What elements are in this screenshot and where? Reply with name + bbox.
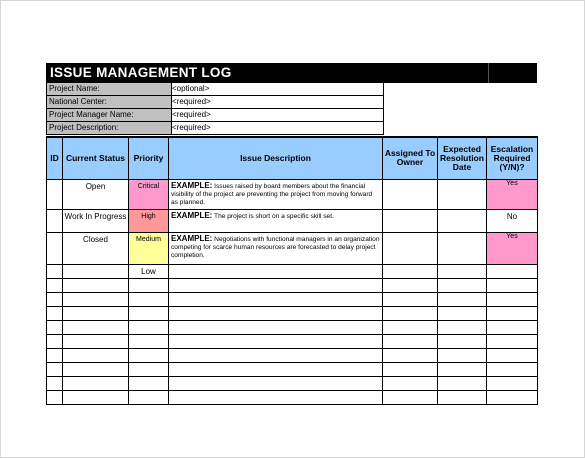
description-cell[interactable]	[169, 179, 383, 209]
id-cell[interactable]	[47, 232, 63, 264]
expected-date-cell[interactable]	[438, 306, 487, 320]
expected-date-cell[interactable]	[438, 264, 487, 278]
escalation-cell[interactable]	[487, 390, 538, 404]
id-cell[interactable]	[47, 362, 63, 376]
status-cell[interactable]	[63, 292, 129, 306]
status-cell[interactable]	[63, 278, 129, 292]
priority-cell[interactable]: Medium	[129, 232, 169, 264]
assigned-cell[interactable]	[383, 320, 438, 334]
table-row	[47, 390, 538, 404]
table-row	[47, 320, 538, 334]
title-bar	[46, 63, 537, 83]
example-label: EXAMPLE:	[171, 180, 213, 190]
status-cell[interactable]	[63, 376, 129, 390]
col-header-priority: Priority	[129, 137, 169, 179]
expected-date-cell[interactable]	[438, 209, 487, 232]
id-cell[interactable]	[47, 292, 63, 306]
assigned-cell[interactable]	[383, 376, 438, 390]
project-description-field[interactable]: <required>	[170, 122, 384, 135]
id-cell[interactable]	[47, 179, 63, 209]
assigned-cell[interactable]	[383, 264, 438, 278]
description-cell[interactable]	[169, 376, 383, 390]
national-center-field[interactable]: <required>	[170, 96, 384, 109]
priority-cell[interactable]	[129, 278, 169, 292]
description-cell[interactable]	[169, 334, 383, 348]
meta-label: Project Name:	[46, 83, 172, 96]
description-cell[interactable]	[169, 320, 383, 334]
assigned-cell[interactable]	[383, 292, 438, 306]
project-name-field[interactable]: <optional>	[170, 83, 384, 96]
id-cell[interactable]	[47, 209, 63, 232]
escalation-cell[interactable]	[487, 278, 538, 292]
expected-date-cell[interactable]	[438, 390, 487, 404]
escalation-cell[interactable]	[487, 376, 538, 390]
description-text: Negotiations with functional managers in an organization competing for scarce human resources are forecasted to delay project completion.	[171, 235, 380, 259]
example-label: EXAMPLE:	[171, 233, 213, 243]
col-header-expected: Expected Resolution Date	[438, 137, 487, 179]
table-row	[47, 179, 538, 209]
priority-cell[interactable]	[129, 348, 169, 362]
priority-cell[interactable]	[129, 390, 169, 404]
issue-table	[46, 136, 538, 405]
table-row	[47, 348, 538, 362]
status-cell[interactable]	[63, 334, 129, 348]
table-row	[47, 209, 538, 232]
description-cell[interactable]	[169, 209, 383, 232]
id-cell[interactable]	[47, 320, 63, 334]
escalation-cell[interactable]	[487, 334, 538, 348]
escalation-cell[interactable]	[487, 306, 538, 320]
status-cell[interactable]: Open	[63, 179, 129, 209]
priority-cell[interactable]	[129, 376, 169, 390]
description-cell[interactable]	[169, 306, 383, 320]
escalation-cell[interactable]: No	[487, 209, 538, 232]
priority-cell[interactable]	[129, 292, 169, 306]
assigned-cell[interactable]	[383, 306, 438, 320]
escalation-cell[interactable]: Yes	[487, 179, 538, 209]
table-row	[47, 334, 538, 348]
id-cell[interactable]	[47, 390, 63, 404]
table-row	[47, 278, 538, 292]
expected-date-cell[interactable]	[438, 320, 487, 334]
table-row	[47, 232, 538, 264]
description-cell[interactable]	[169, 264, 383, 278]
meta-label: Project Manager Name:	[46, 109, 172, 122]
expected-date-cell[interactable]	[438, 179, 487, 209]
col-header-id: ID	[47, 137, 63, 179]
expected-date-cell[interactable]	[438, 362, 487, 376]
assigned-cell[interactable]	[383, 334, 438, 348]
status-cell[interactable]: Work In Progress	[63, 209, 129, 232]
table-row	[47, 292, 538, 306]
table-row	[47, 264, 538, 278]
col-header-assigned: Assigned To Owner	[383, 137, 438, 179]
expected-date-cell[interactable]	[438, 376, 487, 390]
expected-date-cell[interactable]	[438, 348, 487, 362]
escalation-cell[interactable]	[487, 348, 538, 362]
status-cell[interactable]	[63, 306, 129, 320]
table-row	[47, 362, 538, 376]
status-cell[interactable]	[63, 390, 129, 404]
description-text: The project is short on a specific skill set.	[212, 212, 334, 220]
table-header-row	[47, 137, 538, 179]
id-cell[interactable]	[47, 306, 63, 320]
meta-label: National Center:	[46, 96, 172, 109]
expected-date-cell[interactable]	[438, 232, 487, 264]
col-header-status: Current Status	[63, 137, 129, 179]
id-cell[interactable]	[47, 376, 63, 390]
assigned-cell[interactable]	[383, 232, 438, 264]
assigned-cell[interactable]	[383, 348, 438, 362]
assigned-cell[interactable]	[383, 209, 438, 232]
escalation-cell[interactable]	[487, 264, 538, 278]
escalation-cell[interactable]	[487, 292, 538, 306]
id-cell[interactable]	[47, 334, 63, 348]
priority-cell[interactable]	[129, 334, 169, 348]
status-cell[interactable]: Closed	[63, 232, 129, 264]
col-header-escalation: Escalation Required (Y/N)?	[487, 137, 538, 179]
expected-date-cell[interactable]	[438, 278, 487, 292]
assigned-cell[interactable]	[383, 362, 438, 376]
status-cell[interactable]	[63, 320, 129, 334]
priority-cell[interactable]	[129, 306, 169, 320]
id-cell[interactable]	[47, 278, 63, 292]
escalation-cell[interactable]: Yes	[487, 232, 538, 264]
assigned-cell[interactable]	[383, 390, 438, 404]
title-divider	[488, 63, 489, 83]
assigned-cell[interactable]	[383, 278, 438, 292]
priority-cell[interactable]: High	[129, 209, 169, 232]
table-row	[47, 376, 538, 390]
assigned-cell[interactable]	[383, 179, 438, 209]
status-cell[interactable]	[63, 362, 129, 376]
escalation-cell[interactable]	[487, 320, 538, 334]
status-cell[interactable]	[63, 264, 129, 278]
description-cell[interactable]	[169, 390, 383, 404]
meta-label: Project Description:	[46, 122, 172, 135]
expected-date-cell[interactable]	[438, 334, 487, 348]
expected-date-cell[interactable]	[438, 292, 487, 306]
description-cell[interactable]	[169, 362, 383, 376]
page-title: ISSUE MANAGEMENT LOG	[50, 65, 232, 80]
description-cell[interactable]	[169, 292, 383, 306]
col-header-description: Issue Description	[169, 137, 383, 179]
description-cell[interactable]	[169, 278, 383, 292]
priority-cell[interactable]: Low	[129, 264, 169, 278]
id-cell[interactable]	[47, 348, 63, 362]
escalation-cell[interactable]	[487, 362, 538, 376]
description-cell[interactable]	[169, 232, 383, 264]
priority-cell[interactable]	[129, 320, 169, 334]
priority-cell[interactable]	[129, 362, 169, 376]
description-cell[interactable]	[169, 348, 383, 362]
priority-cell[interactable]: Critical	[129, 179, 169, 209]
description-text: Issues raised by board members about the financial visibility of the project are preventing the project from moving forward as planned.	[171, 182, 373, 206]
table-row	[47, 306, 538, 320]
id-cell[interactable]	[47, 264, 63, 278]
status-cell[interactable]	[63, 348, 129, 362]
example-label: EXAMPLE:	[171, 210, 213, 220]
project-manager-field[interactable]: <required>	[170, 109, 384, 122]
